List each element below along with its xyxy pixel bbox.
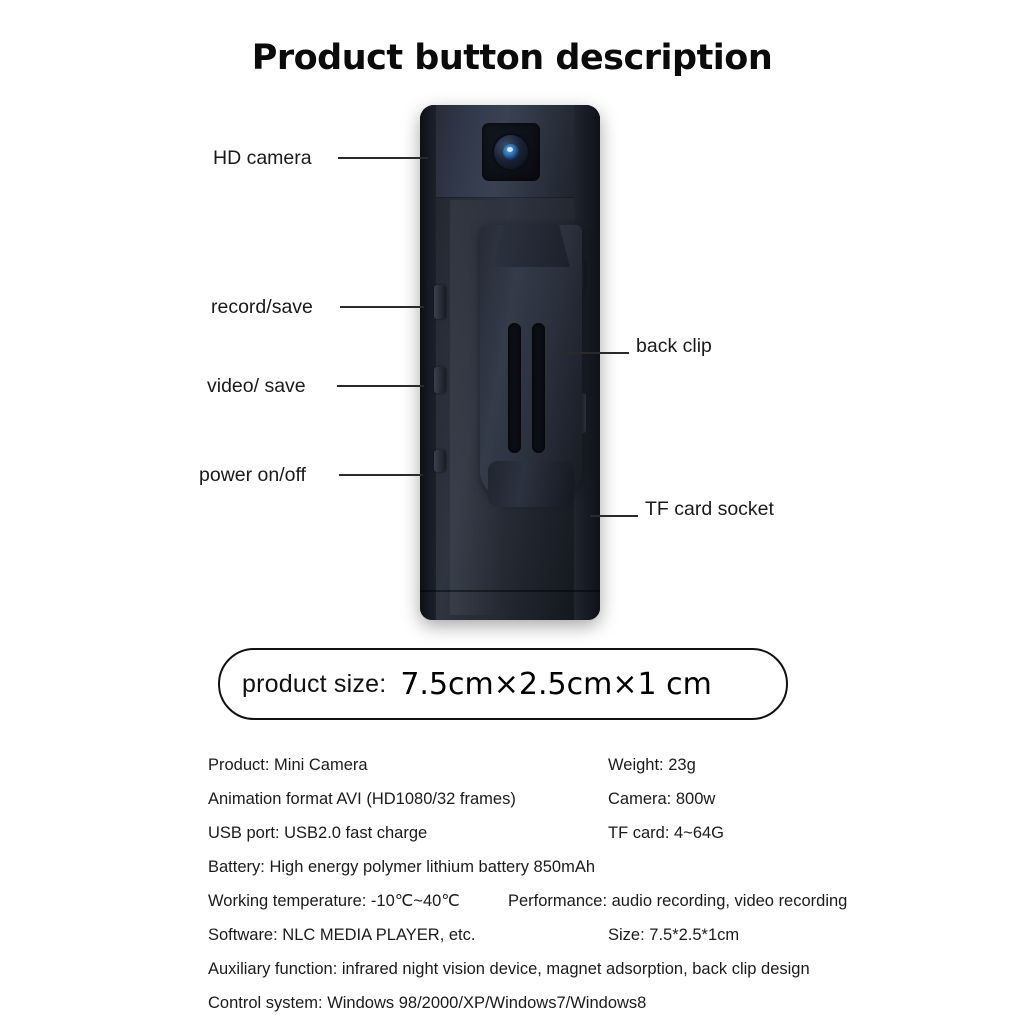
spec-row [208,850,848,884]
spec-text: Weight: 23g [608,756,696,774]
product-illustration [400,105,620,625]
callout-hd-camera-leader [338,157,428,159]
spec-text: Performance: audio recording, video recording [508,892,848,910]
callout-record-save-leader [340,306,424,308]
specification-list [208,748,848,1020]
spec-row [208,782,848,816]
back-clip-slot-left [508,323,521,453]
callout-hd-camera-label: HD camera [213,147,312,169]
callout-video-save-label: video/ save [207,375,306,397]
video-save-button [434,367,446,393]
camera-lens-glass [503,144,519,160]
back-clip-foot [488,461,574,507]
callout-back-clip-leader [557,352,629,354]
product-size-value: 7.5cm×2.5cm×1 cm [400,666,712,702]
spec-text: Control system: Windows 98/2000/XP/Windows7/Windows8 [208,994,647,1012]
callout-video-save-leader [337,385,424,387]
spec-text: Working temperature: -10℃~40℃ [208,892,460,910]
camera-left-edge [420,105,436,620]
spec-row [208,884,848,918]
spec-row [208,748,848,782]
callout-back-clip-label: back clip [636,335,712,357]
spec-text: Product: Mini Camera [208,756,368,774]
power-button [434,450,446,472]
spec-row [208,816,848,850]
spec-text: TF card: 4~64G [608,824,725,842]
spec-text: USB port: USB2.0 fast charge [208,824,428,842]
page-title: Product button description [251,38,773,78]
spec-text: Camera: 800w [608,790,716,808]
callout-power-on-off-label: power on/off [199,464,306,486]
spec-row [208,952,848,986]
callout-record-save-label: record/save [211,296,313,318]
spec-row [208,986,848,1020]
callout-power-on-off-leader [339,474,423,476]
back-clip-taper [492,225,570,267]
product-size-label: product size: [242,669,387,698]
callout-tf-card-socket-leader [590,515,638,517]
spec-text: Software: NLC MEDIA PLAYER, etc. [208,926,476,944]
spec-text: Battery: High energy polymer lithium battery 850mAh [208,858,596,876]
record-save-button [434,285,446,319]
camera-body [420,105,600,620]
spec-text: Animation format AVI (HD1080/32 frames) [208,790,516,808]
product-size-box [218,648,788,720]
camera-lens-glint [507,147,513,152]
camera-lens-housing [482,123,540,181]
back-clip [470,225,592,610]
spec-row [208,918,848,952]
callout-tf-card-socket-label: TF card socket [645,498,774,520]
spec-text: Size: 7.5*2.5*1cm [608,926,740,944]
camera-lens-icon [494,135,528,169]
back-clip-slot-right [532,323,545,453]
spec-text: Auxiliary function: infrared night vision device, magnet adsorption, back clip design [208,960,810,978]
